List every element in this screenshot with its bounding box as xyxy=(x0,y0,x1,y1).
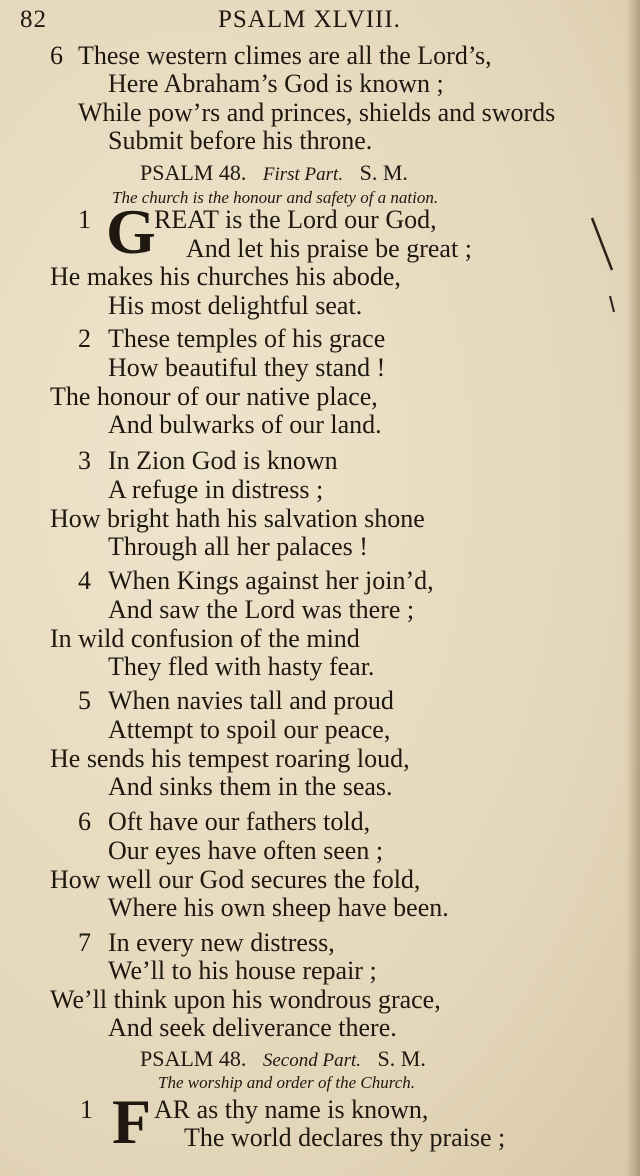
psalm-heading xyxy=(140,160,408,186)
psalm-title: PSALM 48. xyxy=(140,1046,247,1071)
verse-line: He sends his tempest roaring loud, xyxy=(50,744,410,773)
verse-number: 2 xyxy=(78,324,91,353)
verse-line: A refuge in distress ; xyxy=(108,475,324,504)
verse-line: The honour of our native place, xyxy=(50,382,378,411)
pen-mark-icon xyxy=(588,208,618,318)
drop-cap: G xyxy=(106,196,156,267)
verse-number: 3 xyxy=(78,446,91,475)
verse-line: In wild confusion of the mind xyxy=(50,624,360,653)
verse-line: AR as thy name is known, xyxy=(154,1095,429,1124)
verse-line: He makes his churches his abode, xyxy=(50,262,401,291)
verse-line: While pow’rs and princes, shields and swords xyxy=(78,98,556,127)
psalm-subtitle: The worship and order of the Church. xyxy=(158,1073,416,1092)
verse-number: 1 xyxy=(78,205,91,234)
verse-number: 1 xyxy=(80,1095,93,1124)
verse-line: The world declares thy praise ; xyxy=(184,1123,506,1152)
verse-line: Our eyes have often seen ; xyxy=(108,836,384,865)
verse-line: How beautiful they stand ! xyxy=(108,353,386,382)
verse-line: When Kings against her join’d, xyxy=(108,566,434,595)
verse-line: Attempt to spoil our peace, xyxy=(108,715,391,744)
psalm-part: First Part. xyxy=(262,164,344,185)
verse-number: 7 xyxy=(78,928,91,957)
verse-line: And sinks them in the seas. xyxy=(108,772,393,801)
psalm-meter: S. M. xyxy=(359,160,408,185)
verse-line: How well our God secures the fold, xyxy=(50,865,421,894)
verse-line: When navies tall and proud xyxy=(108,686,394,715)
verse-line: We’ll to his house repair ; xyxy=(108,956,377,985)
verse-line: How bright hath his salvation shone xyxy=(50,504,425,533)
verse-number: 4 xyxy=(78,566,91,595)
psalm-heading xyxy=(140,1046,426,1072)
verse-line: Submit before his throne. xyxy=(108,126,373,155)
page-edge-shadow xyxy=(626,0,640,1176)
psalm-subtitle: The church is the honour and safety of a nation. xyxy=(112,188,439,207)
psalm-title: PSALM 48. xyxy=(140,160,247,185)
running-title: PSALM XLVIII. xyxy=(218,6,401,33)
verse-line: Through all her palaces ! xyxy=(108,532,368,561)
verse-number: 6 xyxy=(78,807,91,836)
verse-number: 5 xyxy=(78,686,91,715)
verse-line: And seek deliverance there. xyxy=(108,1013,397,1042)
verse-line: They fled with hasty fear. xyxy=(108,652,375,681)
verse-line: In every new distress, xyxy=(108,928,335,957)
page-number: 82 xyxy=(20,6,47,33)
psalm-meter: S. M. xyxy=(377,1046,426,1071)
drop-cap: F xyxy=(112,1086,152,1157)
verse-line: And saw the Lord was there ; xyxy=(108,595,415,624)
verse-line: His most delightful seat. xyxy=(108,291,363,320)
verse-line: These temples of his grace xyxy=(108,324,386,353)
verse-line: These western climes are all the Lord’s, xyxy=(78,41,492,70)
verse-line: Here Abraham’s God is known ; xyxy=(108,69,444,98)
verse-line: We’ll think upon his wondrous grace, xyxy=(50,985,441,1014)
verse-line: Where his own sheep have been. xyxy=(108,893,449,922)
verse-line: Oft have our fathers told, xyxy=(108,807,371,836)
verse-line: And bulwarks of our land. xyxy=(108,410,382,439)
verse-number: 6 xyxy=(50,41,63,70)
verse-line: In Zion God is known xyxy=(108,446,338,475)
psalm-part: Second Part. xyxy=(262,1050,362,1071)
verse-line: And let his praise be great ; xyxy=(186,234,472,263)
verse-line: REAT is the Lord our God, xyxy=(154,205,437,234)
